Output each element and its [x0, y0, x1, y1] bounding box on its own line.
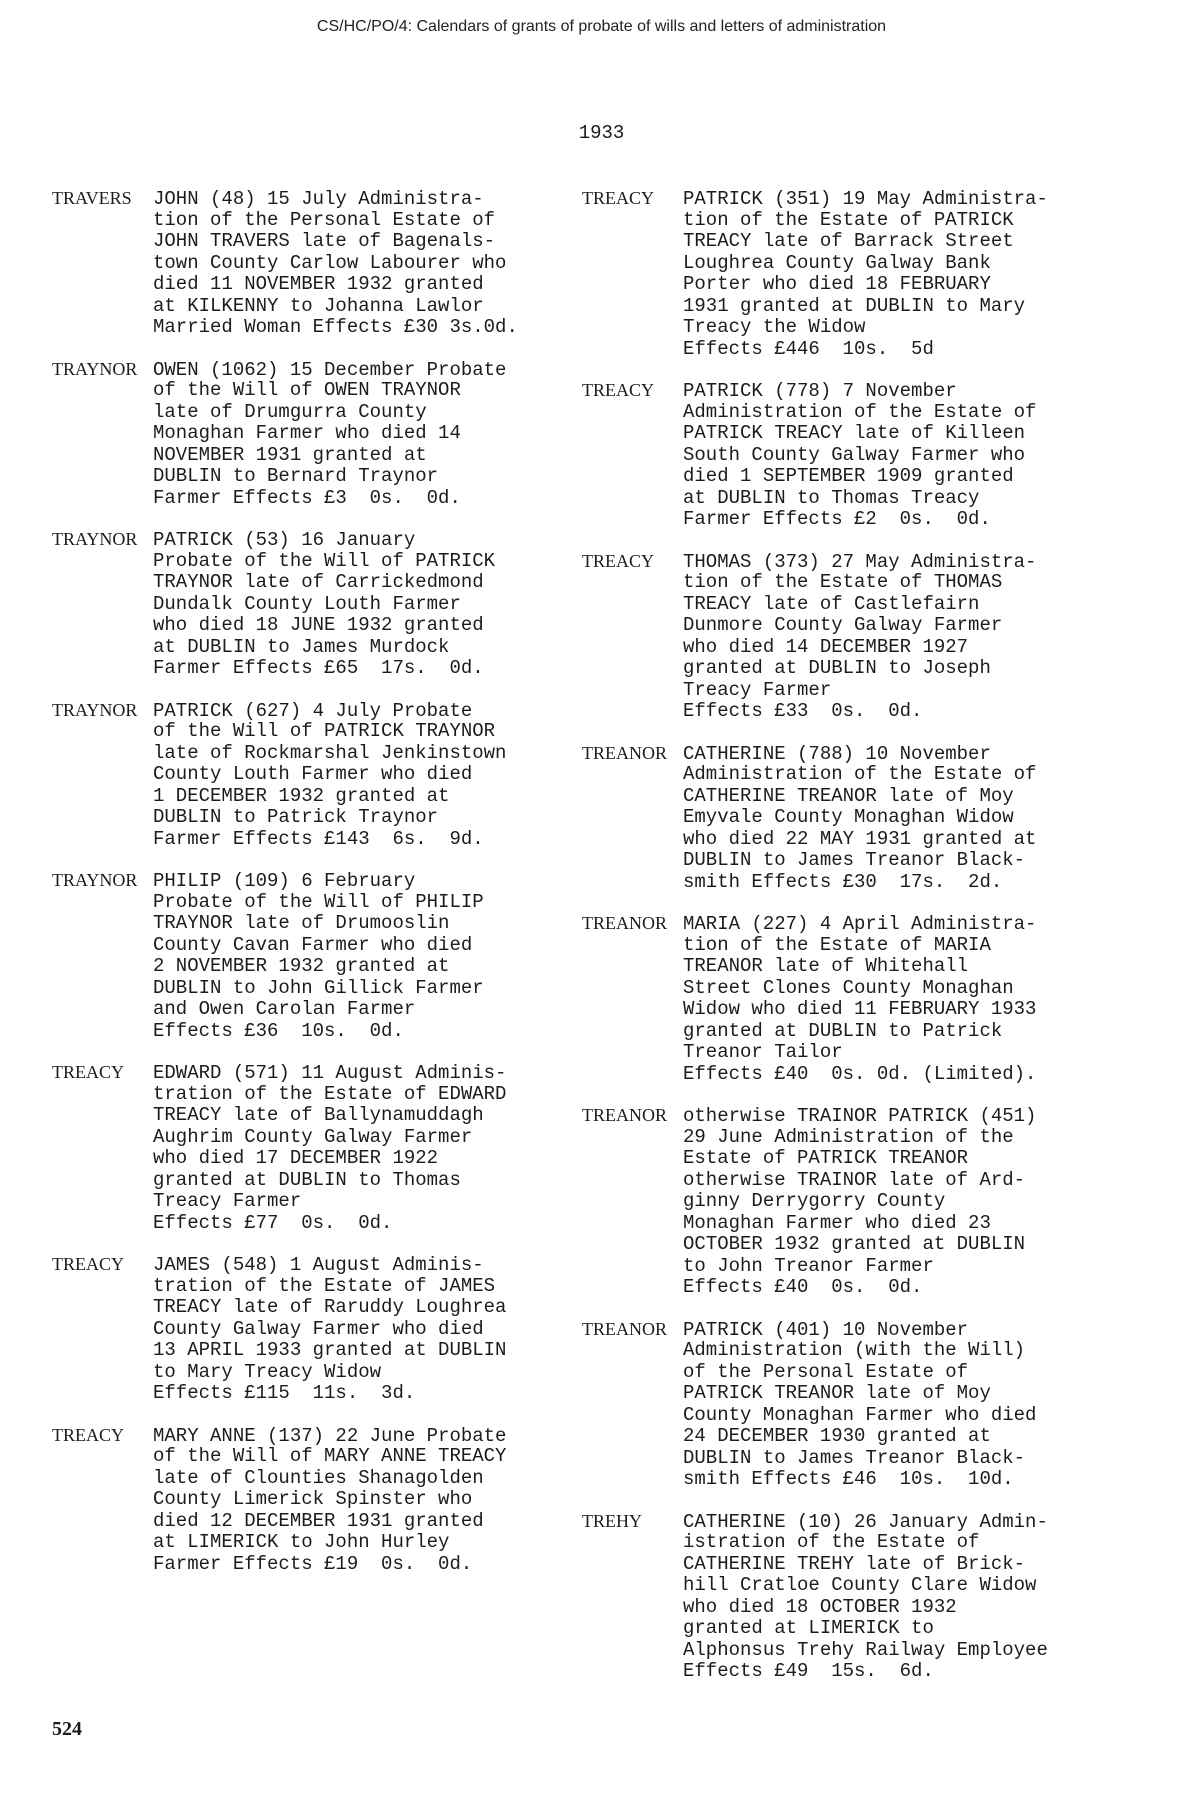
- probate-entry: [582, 551, 1122, 723]
- probate-entry: [582, 1511, 1122, 1683]
- entry-line-text: JOHN TRAVERS late of Bagenals-: [153, 230, 496, 252]
- entry-line-text: Dundalk County Louth Farmer: [153, 592, 461, 615]
- entry-line-text: TREANOR late of Whitehall: [683, 955, 969, 977]
- entry-line-text: Street Clones County Monaghan: [683, 976, 1014, 999]
- entry-line-text: tration of the Estate of EDWARD: [153, 1082, 507, 1105]
- entry-line-text: Administration (with the Will): [683, 1339, 1026, 1361]
- entry-line-text: otherwise TRAINOR PATRICK (451): [683, 1105, 1037, 1127]
- entry-line-text: Effects £40 0s. 0d.: [683, 1276, 923, 1298]
- entry-line-text: DUBLIN to John Gillick Farmer: [153, 976, 484, 999]
- entry-line-text: at LIMERICK to John Hurley: [153, 1531, 450, 1553]
- entry-line-text: otherwise TRAINOR late of Ard-: [683, 1168, 1026, 1191]
- entry-line-text: at DUBLIN to Thomas Treacy: [683, 486, 980, 509]
- entry-line-text: at KILKENNY to Johanna Lawlor: [153, 294, 484, 317]
- entry-surname: TRAYNOR: [52, 358, 138, 379]
- entry-line-text: to Mary Treacy Widow: [153, 1360, 382, 1383]
- entry-line-text: Married Woman Effects £30 3s.0d.: [153, 316, 518, 338]
- entry-line-text: PHILIP (109) 6 February: [153, 870, 416, 892]
- entry-first-line: [582, 1105, 1122, 1127]
- entry-line-text: who died 18 OCTOBER 1932: [683, 1595, 957, 1618]
- calendar-year: 1933: [578, 122, 625, 144]
- entry-line-text: PATRICK (401) 10 November: [683, 1318, 969, 1341]
- entry-line-text: who died 18 JUNE 1932 granted: [153, 614, 484, 636]
- entry-line-text: Treacy Farmer: [153, 1190, 302, 1212]
- entry-line-text: tion of the Estate of PATRICK: [683, 208, 1014, 231]
- entry-surname: TREACY: [582, 380, 654, 400]
- entry-line-text: granted at DUBLIN to Thomas: [153, 1168, 461, 1191]
- entry-line-text: Emyvale County Monaghan Widow: [683, 806, 1014, 828]
- entry-first-line: [52, 359, 582, 381]
- probate-entry: [52, 188, 582, 339]
- probate-entry: [582, 1105, 1122, 1299]
- entry-line-text: of the Personal Estate of: [683, 1360, 969, 1383]
- entry-line-text: Treanor Tailor: [683, 1041, 843, 1063]
- entry-line-text: Effects £36 10s. 0d.: [153, 1019, 404, 1042]
- entry-line-text: TREACY late of Castlefairn: [683, 592, 980, 615]
- entry-line-text: Treacy Farmer: [683, 678, 832, 701]
- entry-first-line: [582, 743, 1122, 765]
- entry-line-text: DUBLIN to James Treanor Black-: [683, 1446, 1026, 1469]
- entry-line-text: Monaghan Farmer who died 23: [683, 1211, 991, 1234]
- entry-line-text: tion of the Estate of MARIA: [683, 933, 991, 956]
- probate-entry: [582, 380, 1122, 531]
- entry-line-text: Treacy the Widow: [683, 316, 866, 338]
- entry-line-text: Farmer Effects £2 0s. 0d.: [683, 508, 991, 530]
- entry-line-text: PATRICK (53) 16 January: [153, 529, 416, 551]
- entry-surname: TREHY: [582, 1510, 642, 1531]
- entry-line-text: OWEN (1062) 15 December Probate: [153, 358, 507, 381]
- left-column: [52, 188, 582, 1595]
- probate-entry: [52, 1254, 582, 1405]
- entry-line-text: of the Will of OWEN TRAYNOR: [153, 379, 461, 401]
- entry-line-text: PATRICK (778) 7 November: [683, 380, 957, 402]
- entry-first-line: [582, 1511, 1122, 1533]
- entry-line-text: PATRICK TREANOR late of Moy: [683, 1382, 991, 1404]
- entry-line-text: TREACY late of Barrack Street: [683, 230, 1014, 252]
- entry-first-line: [582, 380, 1122, 402]
- entry-line-text: County Galway Farmer who died: [153, 1317, 484, 1340]
- entry-line-text: who died 22 MAY 1931 granted at: [683, 827, 1037, 850]
- entry-line-text: CATHERINE TREANOR late of Moy: [683, 784, 1014, 807]
- entry-first-line: [52, 529, 582, 551]
- entry-line-text: of the Will of MARY ANNE TREACY: [153, 1445, 507, 1467]
- entry-line-text: 29 June Administration of the: [683, 1125, 1014, 1148]
- entry-line-text: TREACY late of Raruddy Loughrea: [153, 1296, 507, 1318]
- page-number: 524: [52, 1718, 82, 1740]
- entry-line-text: istration of the Estate of: [683, 1531, 980, 1553]
- probate-entry: [52, 700, 582, 851]
- entry-line-text: Effects £446 10s. 5d: [683, 337, 934, 360]
- entry-surname: TREANOR: [582, 913, 667, 933]
- probate-entry: [582, 913, 1122, 1085]
- entry-line-text: DUBLIN to Patrick Traynor: [153, 806, 439, 828]
- entry-line-text: hill Cratloe County Clare Widow: [683, 1574, 1037, 1596]
- entry-line-text: ginny Derrygorry County: [683, 1190, 946, 1212]
- entry-line-text: 1931 granted at DUBLIN to Mary: [683, 294, 1026, 317]
- entry-line-text: CATHERINE TREHY late of Brick-: [683, 1552, 1026, 1575]
- entry-line-text: at DUBLIN to James Murdock: [153, 635, 450, 658]
- entry-surname: TRAYNOR: [52, 699, 138, 720]
- entry-first-line: [52, 1062, 582, 1084]
- entry-line-text: TRAYNOR late of Drumooslin: [153, 912, 450, 934]
- entry-line-text: 1 DECEMBER 1932 granted at: [153, 784, 450, 807]
- entry-line-text: and Owen Carolan Farmer: [153, 998, 416, 1020]
- entry-line-text: who died 17 DECEMBER 1922: [153, 1147, 439, 1169]
- entry-line-text: died 11 NOVEMBER 1932 granted: [153, 273, 484, 295]
- entry-line-text: County Cavan Farmer who died: [153, 933, 473, 956]
- entry-line-text: Effects £33 0s. 0d.: [683, 700, 923, 722]
- entry-line-text: Effects £40 0s. 0d. (Limited).: [683, 1062, 1037, 1085]
- entry-line-text: JOHN (48) 15 July Administra-: [153, 188, 484, 210]
- probate-entry: [52, 529, 582, 680]
- entry-line-text: late of Clounties Shanagolden: [153, 1466, 484, 1489]
- entry-line-text: Estate of PATRICK TREANOR: [683, 1147, 969, 1169]
- entry-surname: TRAYNOR: [52, 870, 138, 890]
- entry-line-text: County Louth Farmer who died: [153, 763, 473, 785]
- entry-line-text: Farmer Effects £3 0s. 0d.: [153, 486, 461, 509]
- entry-line-text: granted at DUBLIN to Joseph: [683, 657, 991, 679]
- entry-first-line: [582, 1319, 1122, 1341]
- entry-first-line: [582, 551, 1122, 573]
- probate-entry: [582, 1319, 1122, 1491]
- entry-line-text: MARIA (227) 4 April Administra-: [683, 913, 1037, 935]
- entry-line-text: 13 APRIL 1933 granted at DUBLIN: [153, 1339, 507, 1361]
- entry-line-text: Effects £115 11s. 3d.: [153, 1382, 416, 1404]
- entry-surname: TREANOR: [582, 1105, 667, 1125]
- entry-line-text: granted at LIMERICK to: [683, 1617, 934, 1639]
- entry-line-text: TREACY late of Ballynamuddagh: [153, 1104, 484, 1126]
- entry-line-text: died 12 DECEMBER 1931 granted: [153, 1509, 484, 1532]
- entry-line-text: County Limerick Spinster who: [153, 1488, 473, 1510]
- probate-entry: [52, 1062, 582, 1234]
- entry-first-line: [52, 1254, 582, 1276]
- entry-line-text: tion of the Estate of THOMAS: [683, 571, 1003, 593]
- entry-line-text: MARY ANNE (137) 22 June Probate: [153, 1424, 507, 1447]
- probate-entry: [52, 359, 582, 510]
- entry-line-text: PATRICK (351) 19 May Administra-: [683, 188, 1048, 210]
- entry-surname: TREACY: [582, 188, 654, 208]
- entry-surname: TRAYNOR: [52, 529, 138, 549]
- entry-line-text: DUBLIN to Bernard Traynor: [153, 465, 439, 487]
- entry-line-text: County Monaghan Farmer who died: [683, 1403, 1037, 1426]
- entry-line-text: Farmer Effects £65 17s. 0d.: [153, 657, 484, 679]
- entry-line-text: Farmer Effects £143 6s. 9d.: [153, 827, 484, 850]
- entry-surname: TREACY: [52, 1062, 124, 1082]
- entry-line-text: Administration of the Estate of: [683, 400, 1037, 423]
- entry-line-text: PATRICK (627) 4 July Probate: [153, 699, 473, 722]
- entry-line-text: Aughrim County Galway Farmer: [153, 1125, 473, 1148]
- entry-line-text: THOMAS (373) 27 May Administra-: [683, 550, 1037, 573]
- entry-surname: TREACY: [52, 1424, 124, 1445]
- probate-entry: [582, 188, 1122, 360]
- document-reference-header: CS/HC/PO/4: Calendars of grants of probate of wills and letters of administration: [316, 18, 887, 35]
- entry-line-text: TRAYNOR late of Carrickedmond: [153, 571, 484, 593]
- probate-entry: [52, 1425, 582, 1576]
- entry-surname: TREACY: [582, 550, 654, 571]
- entry-line-text: Effects £49 15s. 6d.: [683, 1660, 934, 1682]
- entry-line-text: of the Will of PATRICK TRAYNOR: [153, 720, 496, 742]
- entry-line-text: to John Treanor Farmer: [683, 1254, 934, 1277]
- entry-first-line: [52, 1425, 582, 1447]
- entry-line-text: granted at DUBLIN to Patrick: [683, 1019, 1003, 1042]
- entry-line-text: Effects £77 0s. 0d.: [153, 1211, 393, 1234]
- entry-line-text: Porter who died 18 FEBRUARY: [683, 273, 991, 295]
- entry-line-text: Probate of the Will of PATRICK: [153, 549, 496, 572]
- entry-line-text: Dunmore County Galway Farmer: [683, 614, 1003, 636]
- entry-line-text: OCTOBER 1932 granted at DUBLIN: [683, 1233, 1026, 1255]
- entry-surname: TRAVERS: [52, 188, 132, 208]
- entry-first-line: [582, 913, 1122, 935]
- entry-line-text: CATHERINE (788) 10 November: [683, 742, 991, 765]
- entry-line-text: late of Drumgurra County: [153, 400, 427, 423]
- entry-line-text: Farmer Effects £19 0s. 0d.: [153, 1552, 473, 1575]
- entry-line-text: NOVEMBER 1931 granted at: [153, 443, 427, 466]
- entry-line-text: town County Carlow Labourer who: [153, 251, 507, 274]
- entry-line-text: EDWARD (571) 11 August Adminis-: [153, 1062, 507, 1084]
- entry-line-text: tion of the Personal Estate of: [153, 208, 496, 231]
- entry-line-text: Alphonsus Trehy Railway Employee: [683, 1638, 1048, 1661]
- entry-line-text: Widow who died 11 FEBRUARY 1933: [683, 998, 1037, 1020]
- entry-line-text: Administration of the Estate of: [683, 763, 1037, 785]
- entry-line-text: Probate of the Will of PHILIP: [153, 890, 484, 913]
- entry-line-text: died 1 SEPTEMBER 1909 granted: [683, 465, 1014, 487]
- entry-line-text: 24 DECEMBER 1930 granted at: [683, 1425, 991, 1447]
- probate-entry: [52, 870, 582, 1042]
- entry-first-line: [582, 188, 1122, 210]
- entry-line-text: Loughrea County Galway Bank: [683, 251, 991, 274]
- entry-line-text: PATRICK TREACY late of Killeen: [683, 422, 1026, 444]
- entry-first-line: [52, 700, 582, 722]
- right-column: [582, 188, 1122, 1703]
- entry-surname: TREANOR: [582, 1318, 667, 1339]
- entry-line-text: South County Galway Farmer who: [683, 443, 1026, 466]
- entry-surname: TREANOR: [582, 742, 667, 763]
- entry-line-text: late of Rockmarshal Jenkinstown: [153, 741, 507, 764]
- entry-line-text: smith Effects £46 10s. 10d.: [683, 1468, 1014, 1490]
- entry-line-text: who died 14 DECEMBER 1927: [683, 635, 969, 658]
- probate-entry: [582, 743, 1122, 894]
- entry-line-text: tration of the Estate of JAMES: [153, 1274, 496, 1297]
- entry-first-line: [52, 870, 582, 892]
- entry-line-text: smith Effects £30 17s. 2d.: [683, 870, 1003, 893]
- entry-line-text: CATHERINE (10) 26 January Admin-: [683, 1510, 1048, 1533]
- entry-surname: TREACY: [52, 1254, 124, 1274]
- entry-line-text: DUBLIN to James Treanor Black-: [683, 849, 1026, 871]
- entry-line-text: Monaghan Farmer who died 14: [153, 422, 461, 444]
- entry-line-text: 2 NOVEMBER 1932 granted at: [153, 955, 450, 977]
- entry-first-line: [52, 188, 582, 210]
- entry-line-text: JAMES (548) 1 August Adminis-: [153, 1254, 484, 1276]
